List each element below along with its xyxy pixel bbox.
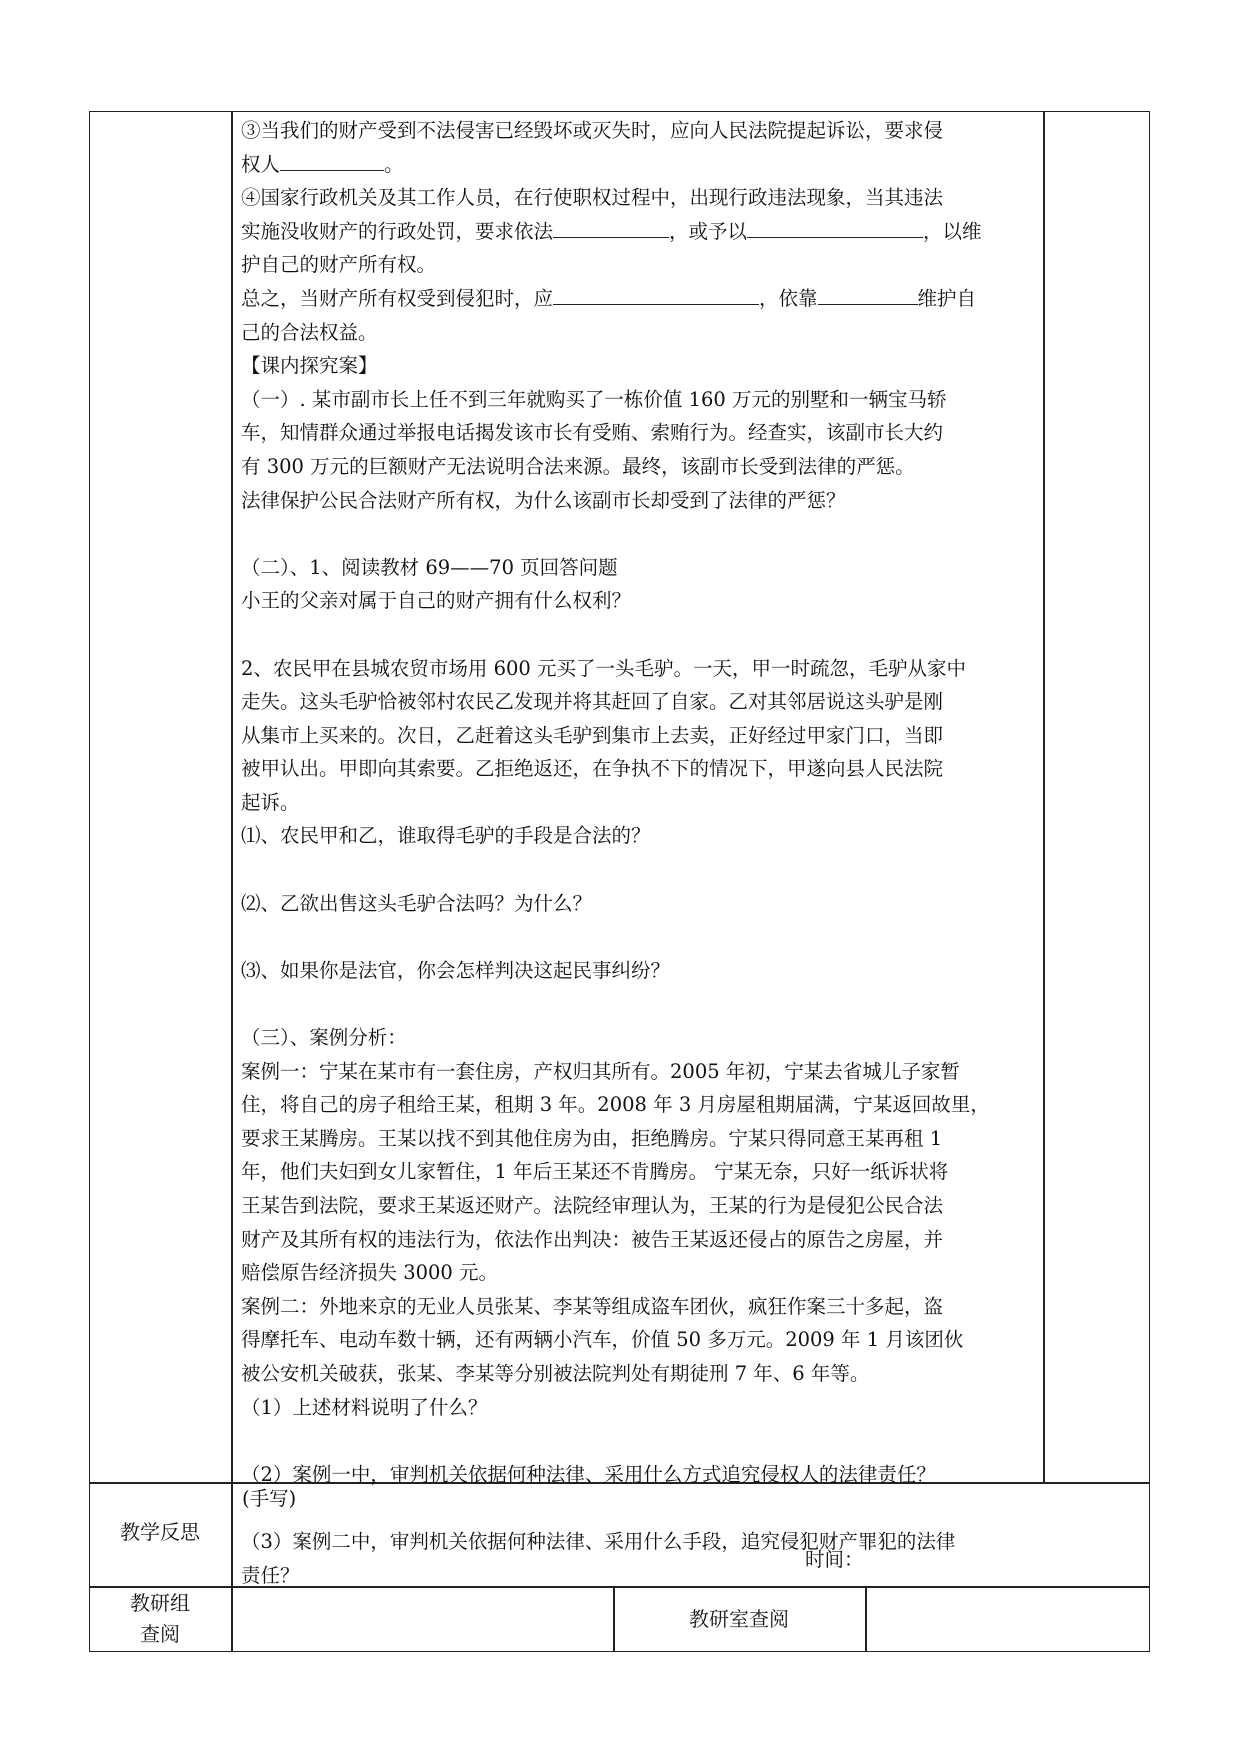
text-line: 要求王某腾房。王某以找不到其他住房为由，拒绝腾房。宁某只得同意王某再租 1 (241, 1126, 943, 1150)
question: （3）案例二中，审判机关依据何种法律、采用什么手段，追究侵犯财产罪犯的法律 (241, 1529, 956, 1553)
text-line: 赔偿原告经济损失 3000 元。 (241, 1261, 499, 1285)
text-line: 责任？ (241, 1563, 300, 1587)
answer-blank[interactable] (280, 148, 384, 171)
reflection-label: 教学反思 (120, 1520, 200, 1544)
text-line: 被公安机关破获，张某、李某等分别被法院判处有期徒刑 7 年、6 年等。 (241, 1361, 870, 1385)
text-line: 案例一：宁某在某市有一套住房，产权归其所有。2005 年初，宁某去省城儿子家暂 (241, 1059, 960, 1083)
question: （2）案例一中，审判机关依据何种法律、采用什么方式追究侵权人的法律责任？ (241, 1462, 936, 1486)
left-column-divider (231, 111, 233, 1652)
text-line: ③当我们的财产受到不法侵害已经毁坏或灭失时，应向人民法院提起诉讼，要求侵 (241, 119, 944, 142)
text-line: 被甲认出。甲即向其索要。乙拒绝返还，在争执不下的情况下，甲遂向县人民法院 (241, 757, 944, 781)
text-line: 小王的父亲对属于自己的财产拥有什么权利？ (241, 589, 632, 613)
question: （1）上述材料说明了什么？ (241, 1395, 488, 1419)
review-group-label: 教研组 查阅 (130, 1591, 190, 1646)
text-line: 年，他们夫妇到女儿家暂住，1 年后王某还不肯腾房。 宁某无奈，只好一纸诉状将 (241, 1160, 949, 1184)
text-line: 财产及其所有权的违法行为，依法作出判决：被告王某返还侵占的原告之房屋，并 (241, 1227, 944, 1251)
text-line: 起诉。 (241, 790, 300, 814)
text-line: 总之，当财产所有权受到侵犯时，应 ，依靠 维护自 (241, 282, 1033, 316)
worksheet-content (241, 114, 1033, 1592)
text-line: 2、农民甲在县城农贸市场用 600 元买了一头毛驴。一天，甲一时疏忽，毛驴从家中 (241, 656, 967, 680)
answer-blank[interactable] (747, 215, 923, 238)
answer-blank[interactable] (818, 282, 918, 305)
text-line: 案例二：外地来京的无业人员张某、李某等组成盗车团伙，疯狂作案三十多起，盗 (241, 1294, 944, 1318)
right-column-divider (1043, 111, 1045, 1483)
text-line: 住，将自己的房子租给王某，租期 3 年。2008 年 3 月房屋租期届满，宁某返回故里， (241, 1093, 990, 1117)
text-line: （二）、1、阅读教材 69——70 页回答问题 (241, 555, 618, 579)
question: ⑴、农民甲和乙，谁取得毛驴的手段是合法的？ (241, 824, 651, 848)
text-line: 实施没收财产的行政处罚，要求依法 ，或予以 ，以维 (241, 215, 1033, 249)
handwritten-note: (手写) (242, 1487, 297, 1510)
text-line: 走失。这头毛驴恰被邻村农民乙发现并将其赶回了自家。乙对其邻居说这头驴是刚 (241, 690, 944, 714)
text-line: （三）、案例分析： (241, 1026, 407, 1050)
answer-blank[interactable] (553, 215, 669, 238)
question: ⑵、乙欲出售这头毛驴合法吗？为什么？ (241, 891, 593, 915)
review-office-label: 教研室查阅 (689, 1607, 789, 1631)
text-line: （一）. 某市副市长上任不到三年就购买了一栋价值 160 万元的别墅和一辆宝马轿 (241, 387, 947, 411)
text-line: 己的合法权益。 (241, 320, 378, 344)
text-line: 王某告到法院，要求王某返还财产。法院经审理认为，王某的行为是侵犯公民合法 (241, 1194, 944, 1217)
answer-blank[interactable] (553, 282, 759, 305)
reflection-time-label: 时间： (805, 1548, 864, 1571)
text-line: 从集市上买来的。次日，乙赶着这头毛驴到集市上去卖，正好经过甲家门口，当即 (241, 723, 944, 747)
text-line: 有 300 万元的巨额财产无法说明合法来源。最终，该副市长受到法律的严惩。 (241, 454, 915, 478)
text-line: 护自己的财产所有权。 (241, 253, 437, 277)
review-divider-2 (865, 1586, 867, 1652)
text-line: 车，知情群众通过举报电话揭发该市长有受贿、索贿行为。经查实，该副市长大约 (241, 421, 944, 445)
text-line: 得摩托车、电动车数十辆，还有两辆小汽车，价值 50 多万元。2009 年 1 月该团伙 (241, 1328, 964, 1352)
section-heading: 【课内探究案】 (241, 354, 378, 378)
text-line: 权人 。 (241, 148, 1033, 182)
question: ⑶、如果你是法官，你会怎样判决这起民事纠纷？ (241, 958, 671, 982)
text-line: 法律保护公民合法财产所有权，为什么该副市长却受到了法律的严惩？ (241, 488, 846, 512)
text-line: ④国家行政机关及其工作人员，在行使职权过程中，出现行政违法现象，当其违法 (241, 186, 944, 210)
